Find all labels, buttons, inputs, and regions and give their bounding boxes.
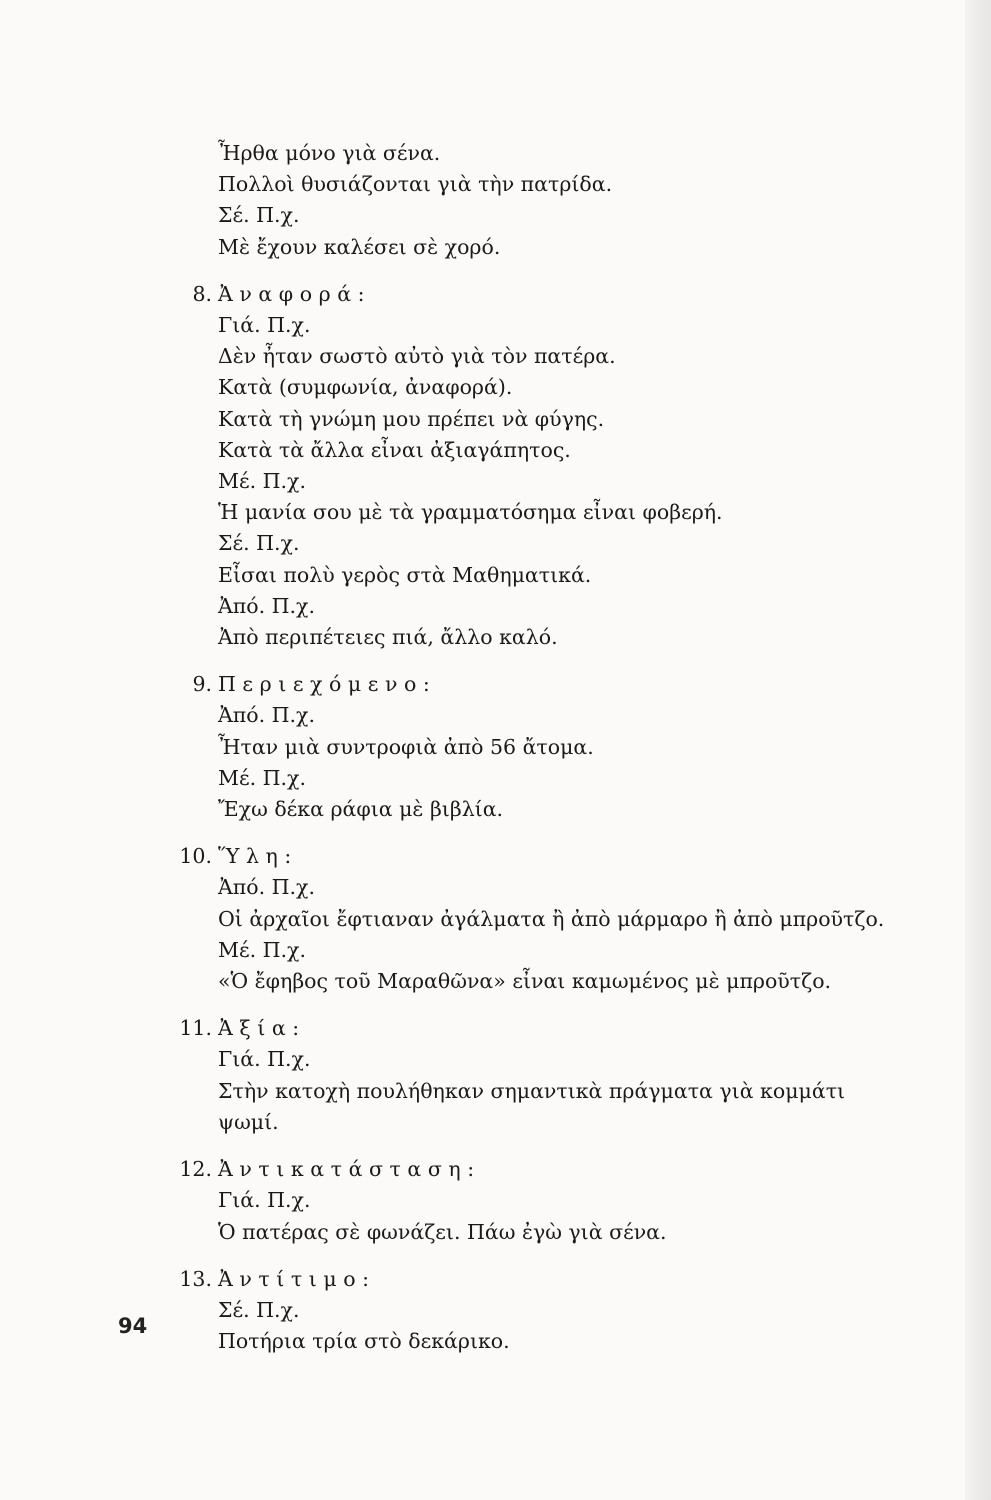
item-heading: Ἀναφορά: [218, 281, 372, 306]
page-content [150, 138, 950, 1357]
item-heading: Ὕλη: [218, 844, 298, 869]
page-number: 94 [118, 1314, 148, 1338]
list-item-heading [150, 279, 950, 310]
item-line: Ὁ πατέρας σὲ φωνάζει. Πάω ἐγὼ γιὰ σένα. [218, 1219, 667, 1244]
list-item-heading [150, 1013, 950, 1044]
item-line: ψωμί. [218, 1109, 279, 1134]
intro-line: Μὲ ἔχουν καλέσει σὲ χορό. [218, 234, 501, 259]
item-line: Γιά. Π.χ. [218, 1188, 311, 1213]
item-line: Σέ. Π.χ. [218, 531, 300, 556]
item-line: Ἔχω δέκα ράφια μὲ βιβλία. [218, 797, 504, 822]
intro-line: Πολλοὶ θυσιάζονται γιὰ τὴν πατρίδα. [218, 172, 613, 197]
item-line: Ἀπὸ περιπέτειες πιά, ἄλλο καλό. [218, 625, 558, 650]
item-line: Μέ. Π.χ. [218, 937, 306, 962]
item-line: Ἡ μανία σου μὲ τὰ γραμματόσημα εἶναι φοβερή. [218, 500, 723, 525]
item-number: 13. [179, 1266, 212, 1291]
item-heading: Ἀντίτιμο: [218, 1266, 376, 1291]
item-number: 11. [179, 1016, 212, 1041]
item-line: Γιά. Π.χ. [218, 1047, 311, 1072]
item-line: Εἶσαι πολὺ γερὸς στὰ Μαθηματικά. [218, 562, 592, 587]
item-line: Σέ. Π.χ. [218, 1297, 300, 1322]
list-item-heading [150, 841, 950, 872]
intro-line: Ἦρθα μόνο γιὰ σένα. [218, 141, 441, 165]
item-line: Γιά. Π.χ. [218, 313, 311, 338]
item-line: Ποτήρια τρία στὸ δεκάρικο. [218, 1329, 510, 1354]
item-line: Κατὰ (συμφωνία, ἀναφορά). [218, 375, 513, 400]
item-line: Κατὰ τὴ γνώμη μου πρέπει νὰ φύγης. [218, 406, 605, 431]
item-line: Ἀπό. Π.χ. [218, 593, 315, 618]
item-line: Μέ. Π.χ. [218, 765, 306, 790]
item-line: Κατὰ τὰ ἄλλα εἶναι ἀξιαγάπητος. [218, 437, 571, 462]
item-line: Στὴν κατοχὴ πουλήθηκαν σημαντικὰ πράγματα γιὰ κομμάτι [218, 1078, 846, 1103]
item-line: Δὲν ἦταν σωστὸ αὐτὸ γιὰ τὸν πατέρα. [218, 344, 616, 369]
item-line: «Ὁ ἔφηβος τοῦ Μαραθῶνα» εἶναι καμωμένος μὲ μπροῦτζο. [218, 969, 832, 994]
page-gutter-shadow [965, 0, 991, 1500]
intro-block [150, 138, 950, 263]
item-line: Μέ. Π.χ. [218, 469, 306, 494]
list-item-heading [150, 1264, 950, 1295]
item-line: Ἦταν μιὰ συντροφιὰ ἀπὸ 56 ἄτομα. [218, 734, 594, 759]
item-number: 8. [192, 281, 212, 306]
item-number: 9. [192, 672, 212, 697]
item-heading: Περιεχόμενο: [218, 672, 437, 697]
item-heading: Ἀξία: [218, 1016, 306, 1041]
item-line: Ἀπό. Π.χ. [218, 875, 315, 900]
intro-line: Σέ. Π.χ. [218, 203, 300, 228]
item-line: Ἀπό. Π.χ. [218, 703, 315, 728]
item-number: 12. [179, 1157, 212, 1182]
item-heading: Ἀντικατάσταση: [218, 1157, 481, 1182]
list-item-heading [150, 669, 950, 700]
item-line: Οἱ ἀρχαῖοι ἔφτιαναν ἀγάλματα ἢ ἀπὸ μάρμαρο ἢ ἀπὸ μπροῦτζο. [218, 906, 885, 931]
list-item-heading [150, 1154, 950, 1185]
item-number: 10. [179, 844, 212, 869]
